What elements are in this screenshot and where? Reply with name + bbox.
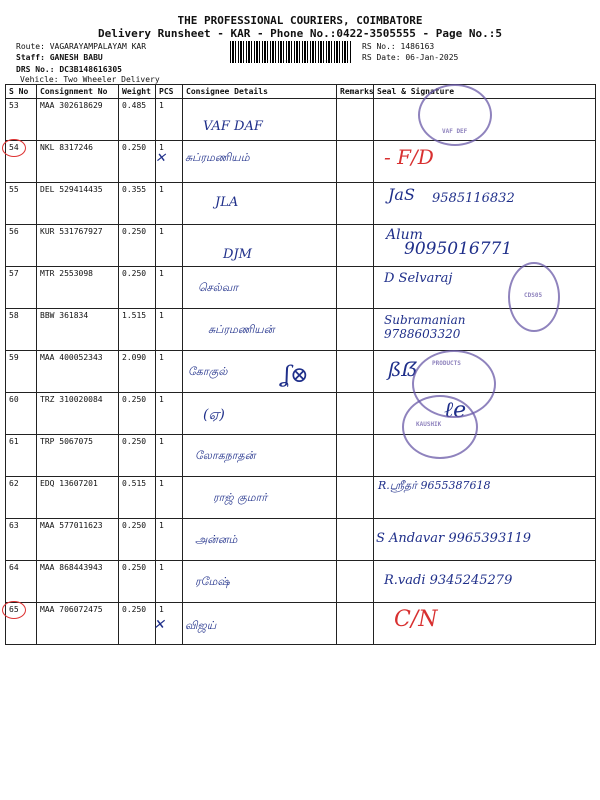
cell-sno: 65 bbox=[6, 603, 37, 645]
cell-weight: 0.250 bbox=[119, 393, 156, 435]
cell-sno: 56 bbox=[6, 225, 37, 267]
cross-mark: ✕ bbox=[155, 151, 166, 166]
cell-consignee bbox=[183, 435, 337, 477]
signature-handwriting: Subramanian 9788603320 bbox=[384, 313, 466, 341]
cell-signature bbox=[374, 267, 596, 309]
cell-pcs: 1 bbox=[156, 351, 183, 393]
cell-pcs: 1 bbox=[156, 603, 183, 645]
cell-consignee bbox=[183, 225, 337, 267]
cell-consignee bbox=[183, 351, 337, 393]
rs-no-label: RS No.: 1486163 bbox=[362, 42, 435, 51]
cell-pcs: 1 bbox=[156, 435, 183, 477]
cell-cn: DEL 529414435 bbox=[37, 183, 119, 225]
col-weight: Weight bbox=[119, 85, 156, 99]
consignee-handwriting: செல்வா bbox=[198, 281, 239, 294]
cell-remarks bbox=[337, 519, 374, 561]
rubber-stamp: KAUSHIK bbox=[402, 395, 478, 459]
cell-cn: NKL 8317246 bbox=[37, 141, 119, 183]
cell-remarks bbox=[337, 183, 374, 225]
cell-pcs: 1 bbox=[156, 225, 183, 267]
cell-pcs: 1 bbox=[156, 561, 183, 603]
table-row bbox=[6, 267, 596, 309]
cell-cn: MAA 868443943 bbox=[37, 561, 119, 603]
cell-cn: MAA 302618629 bbox=[37, 99, 119, 141]
cell-consignee bbox=[183, 309, 337, 351]
drs-label: DRS No.: DC3B148616305 bbox=[16, 65, 122, 74]
table-row bbox=[6, 141, 596, 183]
signature-scribble: Alum bbox=[386, 227, 423, 243]
consignee-handwriting: லோகநாதன் bbox=[195, 449, 256, 462]
cell-weight: 1.515 bbox=[119, 309, 156, 351]
signature-scribble: ℓe bbox=[444, 398, 467, 423]
col-pcs: PCS bbox=[156, 85, 183, 99]
table-row bbox=[6, 603, 596, 645]
signature-handwriting: 9095016771 bbox=[404, 239, 513, 259]
cell-remarks bbox=[337, 435, 374, 477]
cell-weight: 0.250 bbox=[119, 519, 156, 561]
cell-remarks bbox=[337, 477, 374, 519]
cell-cn: MTR 2553098 bbox=[37, 267, 119, 309]
signature-handwriting: 9585116832 bbox=[432, 191, 515, 206]
cell-weight: 0.250 bbox=[119, 141, 156, 183]
rs-date-label: RS Date: 06-Jan-2025 bbox=[362, 53, 459, 62]
consignee-handwriting: விஜய் bbox=[185, 619, 217, 632]
col-consignee: Consignee Details bbox=[183, 85, 337, 99]
signature-handwriting: C/N bbox=[394, 607, 438, 632]
col-consignment: Consignment No bbox=[37, 85, 119, 99]
table-header-row bbox=[6, 85, 596, 99]
table-row bbox=[6, 225, 596, 267]
cross-mark: ✕ bbox=[153, 617, 165, 633]
consignee-handwriting: சுப்ரமணியன் bbox=[208, 323, 275, 336]
cell-sno: 60 bbox=[6, 393, 37, 435]
cell-signature bbox=[374, 225, 596, 267]
cell-signature bbox=[374, 519, 596, 561]
cell-sno: 64 bbox=[6, 561, 37, 603]
rubber-stamp: VAF DEF bbox=[418, 84, 492, 146]
cell-signature bbox=[374, 309, 596, 351]
cell-sno: 55 bbox=[6, 183, 37, 225]
cell-consignee bbox=[183, 99, 337, 141]
col-sno: S No bbox=[6, 85, 37, 99]
signature-handwriting: R.vadi 9345245279 bbox=[384, 573, 513, 588]
route-label: Route: VAGARAYAMPALAYAM KAR bbox=[16, 42, 147, 51]
cell-consignee bbox=[153, 603, 337, 645]
table-row bbox=[6, 309, 596, 351]
cell-weight: 0.485 bbox=[119, 99, 156, 141]
cell-cn: MAA 577011623 bbox=[37, 519, 119, 561]
cell-weight: 0.250 bbox=[119, 225, 156, 267]
cell-weight: 0.250 bbox=[119, 267, 156, 309]
cell-weight: 2.090 bbox=[119, 351, 156, 393]
cell-consignee bbox=[183, 183, 337, 225]
cell-consignee bbox=[155, 141, 337, 183]
cell-pcs: 1 bbox=[156, 393, 183, 435]
signature-scribble: JaS bbox=[388, 185, 415, 204]
cell-weight: 0.515 bbox=[119, 477, 156, 519]
cell-pcs: 1 bbox=[156, 519, 183, 561]
cell-signature bbox=[374, 603, 596, 645]
table-row bbox=[6, 351, 596, 393]
table-row bbox=[6, 477, 596, 519]
cell-remarks bbox=[337, 309, 374, 351]
barcode-image bbox=[230, 41, 352, 63]
cell-cn: MAA 706072475 bbox=[37, 603, 119, 645]
signature-handwriting: D Selvaraj bbox=[384, 271, 453, 286]
cell-pcs: 1 bbox=[156, 267, 183, 309]
consignee-handwriting: சுப்ரமணியம் bbox=[185, 151, 250, 164]
cell-cn: TRP 5067075 bbox=[37, 435, 119, 477]
cell-pcs: 1 bbox=[156, 141, 183, 183]
cell-consignee bbox=[183, 477, 337, 519]
cell-remarks bbox=[337, 561, 374, 603]
consignee-scribble: (ஏ) bbox=[203, 407, 225, 423]
cell-consignee bbox=[183, 561, 337, 603]
cell-sno: 62 bbox=[6, 477, 37, 519]
cell-signature bbox=[374, 141, 596, 183]
cell-pcs: 1 bbox=[156, 477, 183, 519]
cell-signature bbox=[374, 183, 596, 225]
cell-remarks bbox=[337, 267, 374, 309]
consignee-handwriting: DJM bbox=[223, 247, 252, 262]
table-row bbox=[6, 99, 596, 141]
red-circle-mark bbox=[2, 139, 26, 157]
cell-cn: EDQ 13607201 bbox=[37, 477, 119, 519]
consignee-handwriting: கோகுல் bbox=[188, 365, 228, 378]
page-subtitle: Delivery Runsheet - KAR - Phone No.:0422-3505555 - Page No.:5 bbox=[98, 27, 502, 40]
cell-sno: 63 bbox=[6, 519, 37, 561]
staff-label: Staff: GANESH BABU bbox=[16, 53, 103, 62]
vehicle-label: Vehicle: Two Wheeler Delivery bbox=[20, 75, 160, 84]
cell-sno: 58 bbox=[6, 309, 37, 351]
cell-remarks bbox=[337, 99, 374, 141]
cell-cn: MAA 400052343 bbox=[37, 351, 119, 393]
rubber-stamp: PRODUCTS bbox=[412, 350, 496, 418]
signature-handwriting: - F/D bbox=[384, 145, 434, 169]
consignee-handwriting: ராஜ் குமார் bbox=[213, 491, 268, 504]
table-row bbox=[6, 435, 596, 477]
table-row bbox=[6, 183, 596, 225]
cell-weight: 0.355 bbox=[119, 183, 156, 225]
cell-weight: 0.250 bbox=[119, 435, 156, 477]
rubber-stamp: CDS05 bbox=[508, 262, 560, 332]
page-title: THE PROFESSIONAL COURIERS, COIMBATORE bbox=[177, 14, 423, 27]
cell-pcs: 1 bbox=[156, 183, 183, 225]
col-remarks: Remarks bbox=[337, 85, 374, 99]
table-row bbox=[6, 393, 596, 435]
consignee-handwriting: அன்னம் bbox=[195, 533, 238, 546]
cell-pcs: 1 bbox=[156, 99, 183, 141]
consignee-handwriting: ரமேஷ் bbox=[195, 575, 230, 588]
cell-consignee bbox=[183, 519, 337, 561]
cell-pcs: 1 bbox=[156, 309, 183, 351]
cell-sno: 53 bbox=[6, 99, 37, 141]
cell-weight: 0.250 bbox=[119, 603, 156, 645]
cell-cn: KUR 531767927 bbox=[37, 225, 119, 267]
signature-handwriting: S Andavar 9965393119 bbox=[376, 531, 532, 546]
cell-sno: 59 bbox=[6, 351, 37, 393]
cell-cn: BBW 361834 bbox=[37, 309, 119, 351]
cell-cn: TRZ 310020084 bbox=[37, 393, 119, 435]
consignee-handwriting: VAF DAF bbox=[203, 119, 263, 134]
cell-sno: 61 bbox=[6, 435, 37, 477]
cell-remarks bbox=[337, 393, 374, 435]
cell-remarks bbox=[337, 141, 374, 183]
cell-signature bbox=[374, 561, 596, 603]
consignee-handwriting: JLA bbox=[215, 195, 239, 210]
signature-handwriting: R.ஸ்ரீதர் 9655387618 bbox=[378, 479, 491, 492]
red-circle-mark bbox=[2, 601, 26, 619]
cell-sno: 57 bbox=[6, 267, 37, 309]
table-row bbox=[6, 519, 596, 561]
cell-remarks bbox=[337, 603, 374, 645]
cell-consignee bbox=[183, 267, 337, 309]
cell-weight: 0.250 bbox=[119, 561, 156, 603]
loop-mark: ʆ⊗ bbox=[283, 363, 309, 388]
cell-remarks bbox=[337, 225, 374, 267]
col-signature: Seal & Signature bbox=[374, 85, 596, 99]
runsheet-table bbox=[5, 84, 596, 645]
cell-consignee bbox=[183, 393, 337, 435]
table-row bbox=[6, 561, 596, 603]
signature-scribble: ßẞ bbox=[388, 357, 418, 381]
cell-remarks bbox=[337, 351, 374, 393]
cell-sno: 54 bbox=[6, 141, 37, 183]
cell-signature bbox=[374, 477, 596, 519]
